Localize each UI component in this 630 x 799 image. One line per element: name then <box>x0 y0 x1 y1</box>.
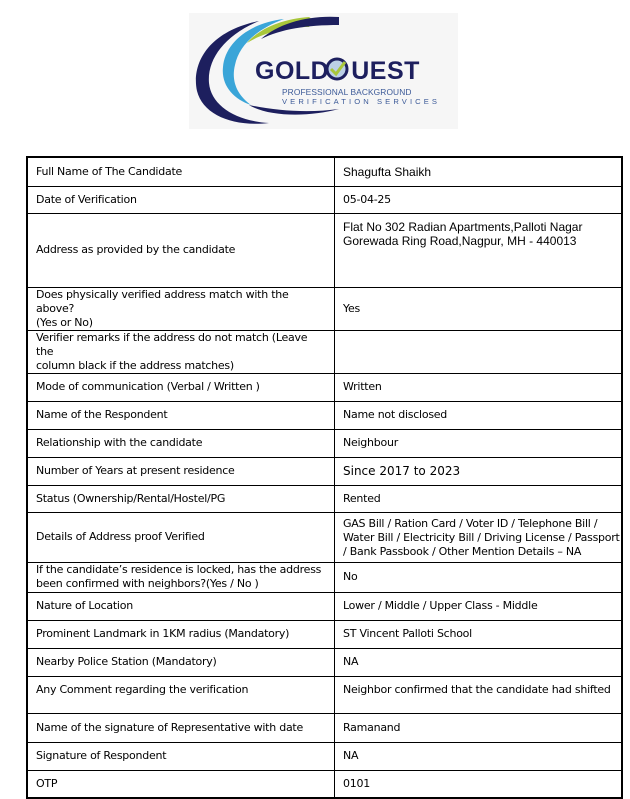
row-value-verifier-remarks <box>335 330 623 373</box>
value-line: Water Bill / Electricity Bill / Driving License / Passport <box>343 531 620 544</box>
label-line: Verifier remarks if the address do not match (Leave the <box>36 330 308 358</box>
verification-report-table <box>26 156 623 799</box>
table-row <box>27 592 622 620</box>
row-value-address-proof <box>335 512 623 562</box>
label-line: been confirmed with neighbors?(Yes / No ) <box>36 577 259 590</box>
table-row <box>27 485 622 512</box>
table-row <box>27 457 622 485</box>
value-line: / Bank Passbook / Other Mention Details – NA <box>343 545 582 558</box>
row-label-address: Address as provided by the candidate <box>27 213 335 287</box>
table-row <box>27 429 622 457</box>
row-label-nature-of-location: Nature of Location <box>27 592 335 620</box>
table-row <box>27 512 622 562</box>
table-row <box>27 213 622 287</box>
row-value-representative-signature: Ramanand <box>335 713 623 742</box>
row-value-otp: 0101 <box>335 770 623 798</box>
row-value-status: Rented <box>335 485 623 512</box>
table-row <box>27 742 622 770</box>
row-value-relationship: Neighbour <box>335 429 623 457</box>
row-value-mode-of-communication: Written <box>335 373 623 401</box>
logo-brand-gold: GOLD <box>255 57 330 85</box>
table-row <box>27 373 622 401</box>
row-label-status: Status (Ownership/Rental/Hostel/PG <box>27 485 335 512</box>
row-value-address <box>335 213 623 287</box>
row-label-full-name: Full Name of The Candidate <box>27 157 335 186</box>
table-row <box>27 287 622 330</box>
row-label-landmark: Prominent Landmark in 1KM radius (Mandatory) <box>27 620 335 648</box>
row-value-police-station: NA <box>335 648 623 676</box>
row-label-locked-residence <box>27 562 335 592</box>
address-line-2: Gorewada Ring Road,Nagpur, MH - 440013 <box>343 233 577 248</box>
table-row <box>27 770 622 798</box>
row-label-otp: OTP <box>27 770 335 798</box>
goldquest-logo <box>189 13 458 129</box>
row-label-respondent-signature: Signature of Respondent <box>27 742 335 770</box>
row-label-verifier-remarks <box>27 330 335 373</box>
logo-wordmark <box>255 59 420 84</box>
table-row <box>27 713 622 742</box>
row-label-date-of-verification: Date of Verification <box>27 186 335 213</box>
label-line: Does physically verified address match with the above? <box>36 287 289 315</box>
row-value-comment: Neighbor confirmed that the candidate had shifted <box>335 676 623 713</box>
table-row <box>27 648 622 676</box>
row-label-years-at-residence: Number of Years at present residence <box>27 457 335 485</box>
row-value-years-at-residence: Since 2017 to 2023 <box>335 457 623 485</box>
row-value-landmark: ST Vincent Palloti School <box>335 620 623 648</box>
logo-tagline-line2: VERIFICATION SERVICES <box>282 97 441 106</box>
row-label-mode-of-communication: Mode of communication (Verbal / Written ) <box>27 373 335 401</box>
row-label-address-proof: Details of Address proof Verified <box>27 512 335 562</box>
row-value-respondent-signature: NA <box>335 742 623 770</box>
row-value-date-of-verification: 05-04-25 <box>335 186 623 213</box>
label-line: If the candidate’s residence is locked, has the address <box>36 563 322 576</box>
row-value-respondent-name: Name not disclosed <box>335 401 623 429</box>
row-label-representative-signature: Name of the signature of Representative with date <box>27 713 335 742</box>
row-label-respondent-name: Name of the Respondent <box>27 401 335 429</box>
table-row <box>27 676 622 713</box>
table-row <box>27 330 622 373</box>
row-value-nature-of-location: Lower / Middle / Upper Class - Middle <box>335 592 623 620</box>
value-line: GAS Bill / Ration Card / Voter ID / Telephone Bill / <box>343 517 598 530</box>
row-label-address-match <box>27 287 335 330</box>
table-row <box>27 562 622 592</box>
table-row <box>27 157 622 186</box>
label-line: (Yes or No) <box>36 315 93 329</box>
address-line-1: Flat No 302 Radian Apartments,Palloti Nagar <box>343 219 583 234</box>
row-value-full-name: Shagufta Shaikh <box>335 157 623 186</box>
table-row <box>27 620 622 648</box>
table-row <box>27 401 622 429</box>
row-value-address-match: Yes <box>335 287 623 330</box>
logo-tagline-line1: PROFESSIONAL BACKGROUND <box>282 87 412 97</box>
logo-brand-quest: UEST <box>351 57 420 85</box>
row-label-police-station: Nearby Police Station (Mandatory) <box>27 648 335 676</box>
row-label-comment: Any Comment regarding the verification <box>27 676 335 713</box>
table-row <box>27 186 622 213</box>
row-label-relationship: Relationship with the candidate <box>27 429 335 457</box>
label-line: column black if the address matches) <box>36 358 234 372</box>
row-value-locked-residence: No <box>335 562 623 592</box>
